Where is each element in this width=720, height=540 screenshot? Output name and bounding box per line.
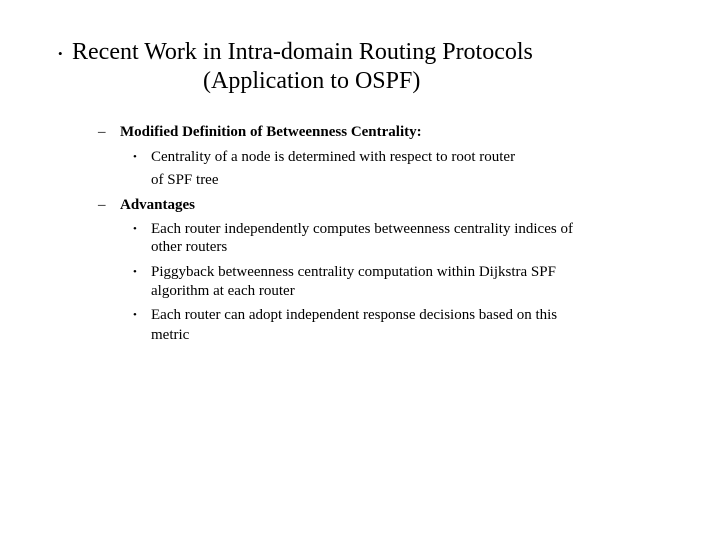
section-1-heading: Modified Definition of Betweenness Centrality: — [120, 124, 422, 140]
slide-title-line-2: (Application to OSPF) — [203, 68, 421, 94]
section-2-item-1-line-1: Each router independently computes betweenness centrality indices of — [151, 221, 573, 237]
section-2-item-1-bullet: • — [133, 223, 137, 235]
section-2-heading: Advantages — [120, 197, 196, 213]
section-2-item-2-line-1: Piggyback betweenness centrality computation within Dijkstra SPF — [151, 264, 556, 280]
section-2-item-3-bullet: • — [133, 309, 137, 321]
section-2-item-1-line-2: other routers — [151, 239, 228, 255]
section-1-item-1-bullet: • — [133, 151, 137, 163]
section-1-item-1-line-1: Centrality of a node is determined with respect to root router — [151, 149, 516, 165]
section-2-item-3-line-1: Each router can adopt independent response decisions based on this — [151, 307, 558, 323]
section-2-item-2-bullet: • — [133, 266, 137, 278]
title-bullet: • — [58, 46, 63, 61]
section-2-item-2-line-2: algorithm at each router — [151, 283, 295, 299]
section-2-dash: – — [98, 197, 106, 213]
section-1-item-1-line-2: of SPF tree — [151, 172, 219, 188]
section-2-item-3-line-2: metric — [151, 327, 190, 343]
slide-title-line-1: Recent Work in Intra-domain Routing Protocols — [72, 39, 533, 65]
section-1-dash: – — [98, 124, 106, 140]
